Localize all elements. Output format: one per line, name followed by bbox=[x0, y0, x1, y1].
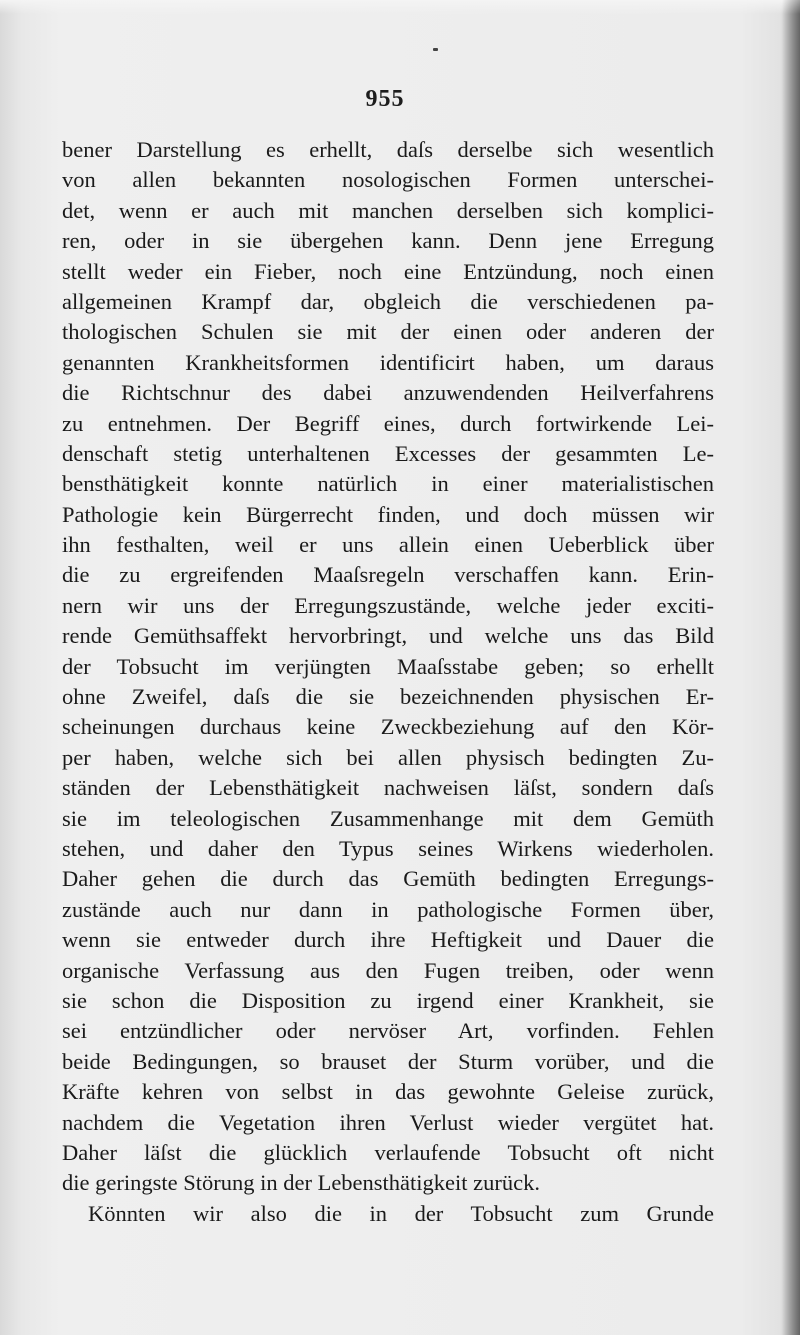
text-line: die Richtschnur des dabei anzuwendenden Heilverfahrens bbox=[62, 380, 714, 406]
text-line: ihn festhalten, weil er uns allein einen Ueberblick über bbox=[62, 532, 714, 558]
text-line: allgemeinen Krampf dar, obgleich die verschiedenen pa- bbox=[62, 288, 714, 314]
text-line: sei entzündlicher oder nervöser Art, vorfinden. Fehlen bbox=[62, 1018, 714, 1044]
text-line: von allen bekannten nosologischen Formen unterschei- bbox=[62, 167, 714, 193]
text-line: bensthätigkeit konnte natürlich in einer materialistischen bbox=[62, 471, 714, 497]
text-line: nachdem die Vegetation ihren Verlust wieder vergütet hat. bbox=[62, 1109, 714, 1135]
text-line: zu entnehmen. Der Begriff eines, durch fortwirkende Lei- bbox=[62, 410, 714, 436]
text-line: thologischen Schulen sie mit der einen oder anderen der bbox=[62, 319, 714, 345]
text-line: bener Darstellung es erhellt, daſs derselbe sich wesentlich bbox=[62, 137, 714, 162]
text-line: ohne Zweifel, daſs die sie bezeichnenden physischen Er- bbox=[62, 684, 714, 710]
text-line: Daher läſst die glücklich verlaufende Tobsucht oft nicht bbox=[62, 1139, 714, 1165]
text-line: die zu ergreifenden Maaſsregeln verschaffen kann. Erin- bbox=[62, 562, 714, 588]
text-line: nern wir uns der Erregungszustände, welche jeder exciti- bbox=[62, 592, 714, 618]
text-line: scheinungen durchaus keine Zweckbeziehung auf den Kör- bbox=[62, 714, 714, 740]
page-top-edge bbox=[0, 0, 800, 14]
text-line: sie schon die Disposition zu irgend einer Krankheit, sie bbox=[62, 987, 714, 1013]
text-line: Könnten wir also die in der Tobsucht zum Grunde bbox=[88, 1200, 714, 1226]
text-line: organische Verfassung aus den Fugen treiben, oder wenn bbox=[62, 957, 714, 983]
text-line: genannten Krankheitsformen identificirt haben, um daraus bbox=[62, 349, 714, 375]
text-line: Kräfte kehren von selbst in das gewohnte Geleise zurück, bbox=[62, 1079, 714, 1105]
text-line: ren, oder in sie übergehen kann. Denn jene Erregung bbox=[62, 228, 714, 254]
ink-speck bbox=[433, 48, 438, 51]
text-line: stehen, und daher den Typus seines Wirkens wiederholen. bbox=[62, 835, 714, 861]
text-line: der Tobsucht im verjüngten Maaſsstabe geben; so erhellt bbox=[62, 653, 714, 679]
text-line: die geringste Störung in der Lebensthätigkeit zurück. bbox=[62, 1170, 540, 1196]
text-line: zustände auch nur dann in pathologische Formen über, bbox=[62, 896, 714, 922]
page-number: 955 bbox=[365, 86, 405, 112]
text-line: denschaft stetig unterhaltenen Excesses der gesammten Le- bbox=[62, 440, 714, 466]
text-line: wenn sie entweder durch ihre Heftigkeit und Dauer die bbox=[62, 927, 714, 953]
text-line: per haben, welche sich bei allen physisch bedingten Zu- bbox=[62, 744, 714, 770]
text-line: Daher gehen die durch das Gemüth bedingten Erregungs- bbox=[62, 866, 714, 892]
binding-shadow bbox=[782, 0, 800, 1335]
text-line: det, wenn er auch mit manchen derselben sich komplici- bbox=[62, 197, 714, 223]
text-line: stellt weder ein Fieber, noch eine Entzündung, noch einen bbox=[62, 258, 714, 284]
text-line: ständen der Lebensthätigkeit nachweisen läſst, sondern daſs bbox=[62, 775, 714, 801]
text-line: sie im teleologischen Zusammenhange mit dem Gemüth bbox=[62, 805, 714, 831]
text-line: rende Gemüthsaffekt hervorbringt, und welche uns das Bild bbox=[62, 623, 714, 649]
text-line: Pathologie kein Bürgerrecht finden, und doch müssen wir bbox=[62, 501, 714, 527]
text-line: beide Bedingungen, so brauset der Sturm vorüber, und die bbox=[62, 1048, 714, 1074]
body-text bbox=[62, 135, 714, 1229]
